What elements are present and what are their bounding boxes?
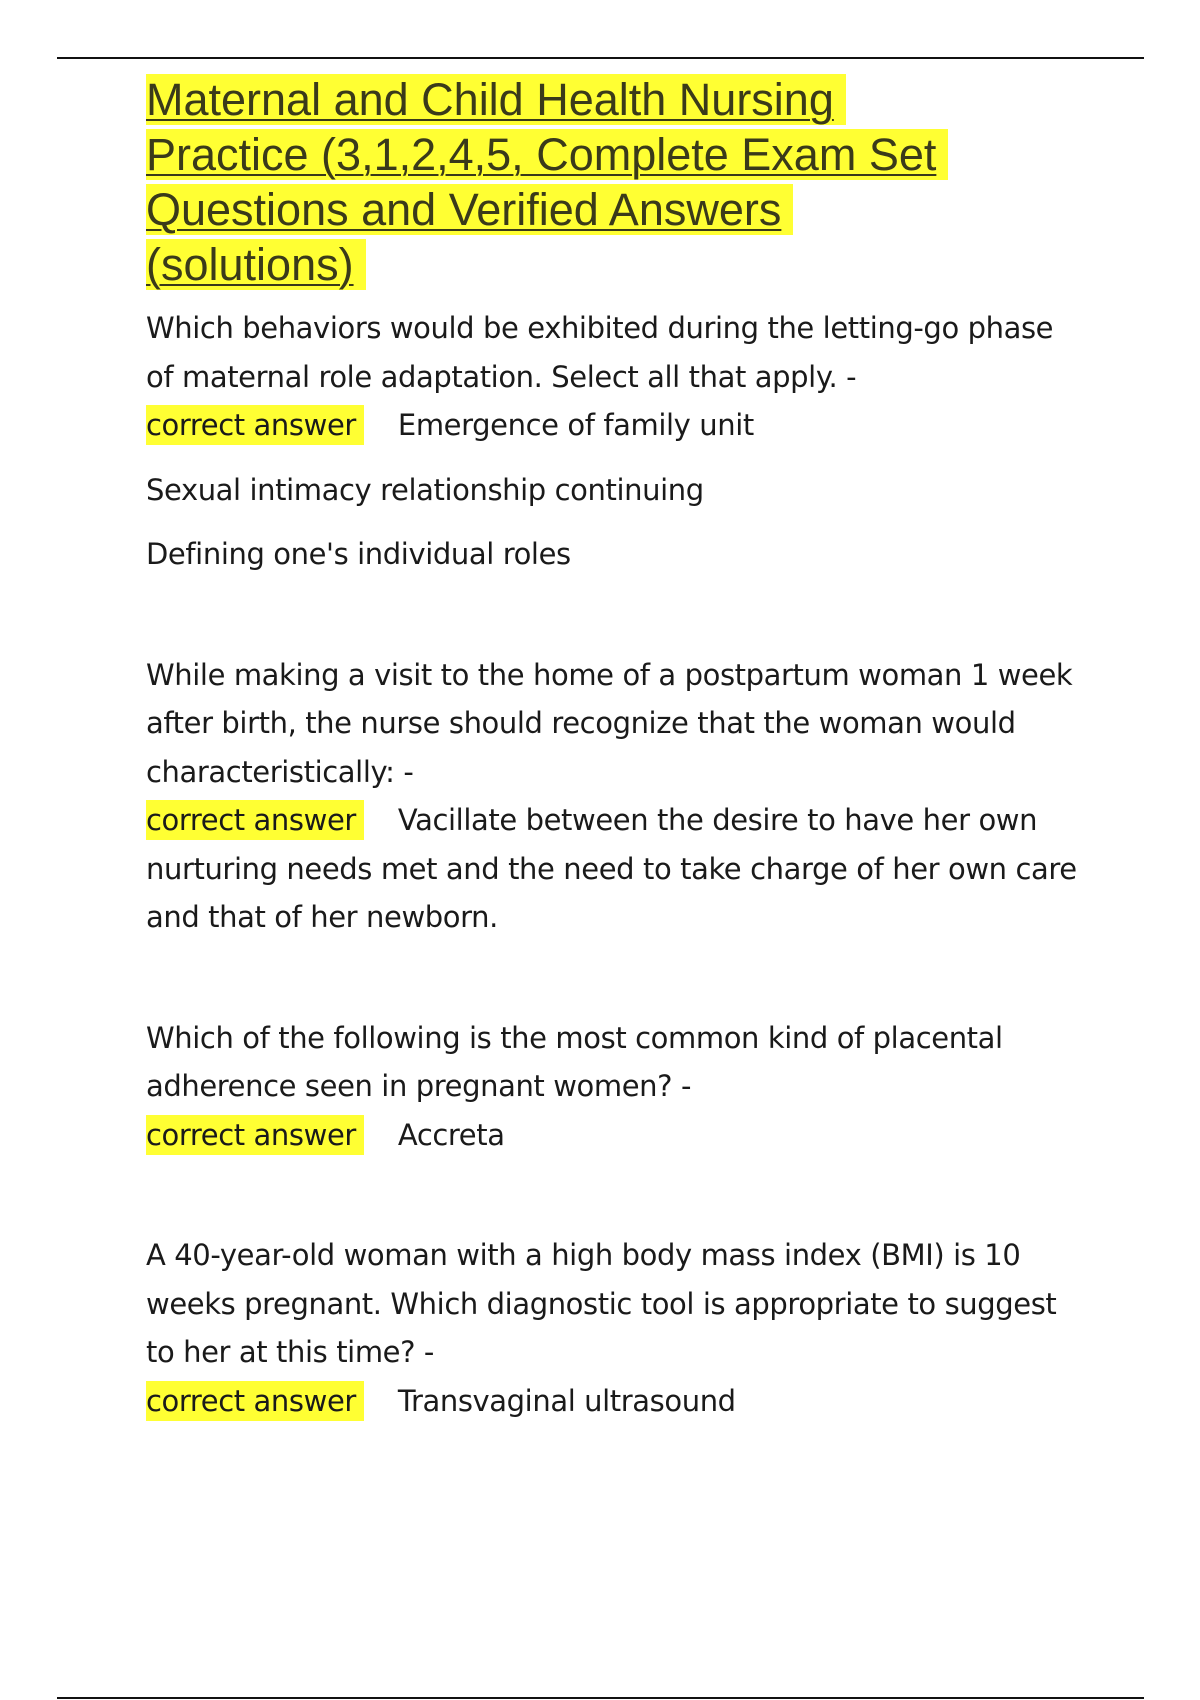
question-text: Which behaviors would be exhibited during the letting-go phase of maternal role adaptation. Select all that apply. -: [146, 311, 1054, 394]
document-page: [146, 72, 1086, 1425]
question-text: While making a visit to the home of a postpartum woman 1 week after birth, the nurse should recognize that the woman would characteristically: -: [146, 657, 1073, 789]
qa-item: [146, 1231, 1086, 1425]
bottom-rule: [57, 1697, 1144, 1699]
title-line: Maternal and Child Health Nursing: [146, 74, 846, 125]
answer-extra-line: Sexual intimacy relationship continuing: [146, 472, 704, 507]
question-text: Which of the following is the most common kind of placental adherence seen in pregnant women? -: [146, 1020, 1003, 1103]
qa-item: [146, 651, 1086, 942]
answer-text: Transvaginal ultrasound: [397, 1383, 736, 1418]
answer-row: [146, 1377, 1086, 1426]
qa-item: [146, 1014, 1086, 1160]
document-title: [146, 72, 1086, 292]
title-line: (solutions): [146, 239, 366, 290]
top-rule: [57, 57, 1144, 59]
correct-answer-label: correct answer: [146, 1381, 364, 1421]
qa-item: [146, 304, 1086, 579]
question-text: A 40-year-old woman with a high body mass index (BMI) is 10 weeks pregnant. Which diagnostic tool is appropriate to suggest to her at this time? -: [146, 1238, 1057, 1369]
title-line: Questions and Verified Answers: [146, 184, 793, 235]
answer-row: [146, 796, 1086, 942]
answer-text: Emergence of family unit: [397, 408, 754, 442]
answer-row: [146, 401, 1086, 450]
answer-text: Vacillate between the desire to have her own nurturing needs met and the need to take charge of her own care and that of her newborn.: [146, 803, 1077, 934]
title-line: Practice (3,1,2,4,5, Complete Exam Set: [146, 129, 948, 180]
correct-answer-label: correct answer: [146, 1115, 364, 1155]
correct-answer-label: correct answer: [146, 800, 364, 840]
answer-extra-line: Defining one's individual roles: [146, 537, 571, 571]
qa-list: [146, 304, 1086, 1425]
answer-text: Accreta: [397, 1117, 505, 1152]
answer-row: [146, 1111, 1086, 1160]
correct-answer-label: correct answer: [146, 405, 364, 445]
